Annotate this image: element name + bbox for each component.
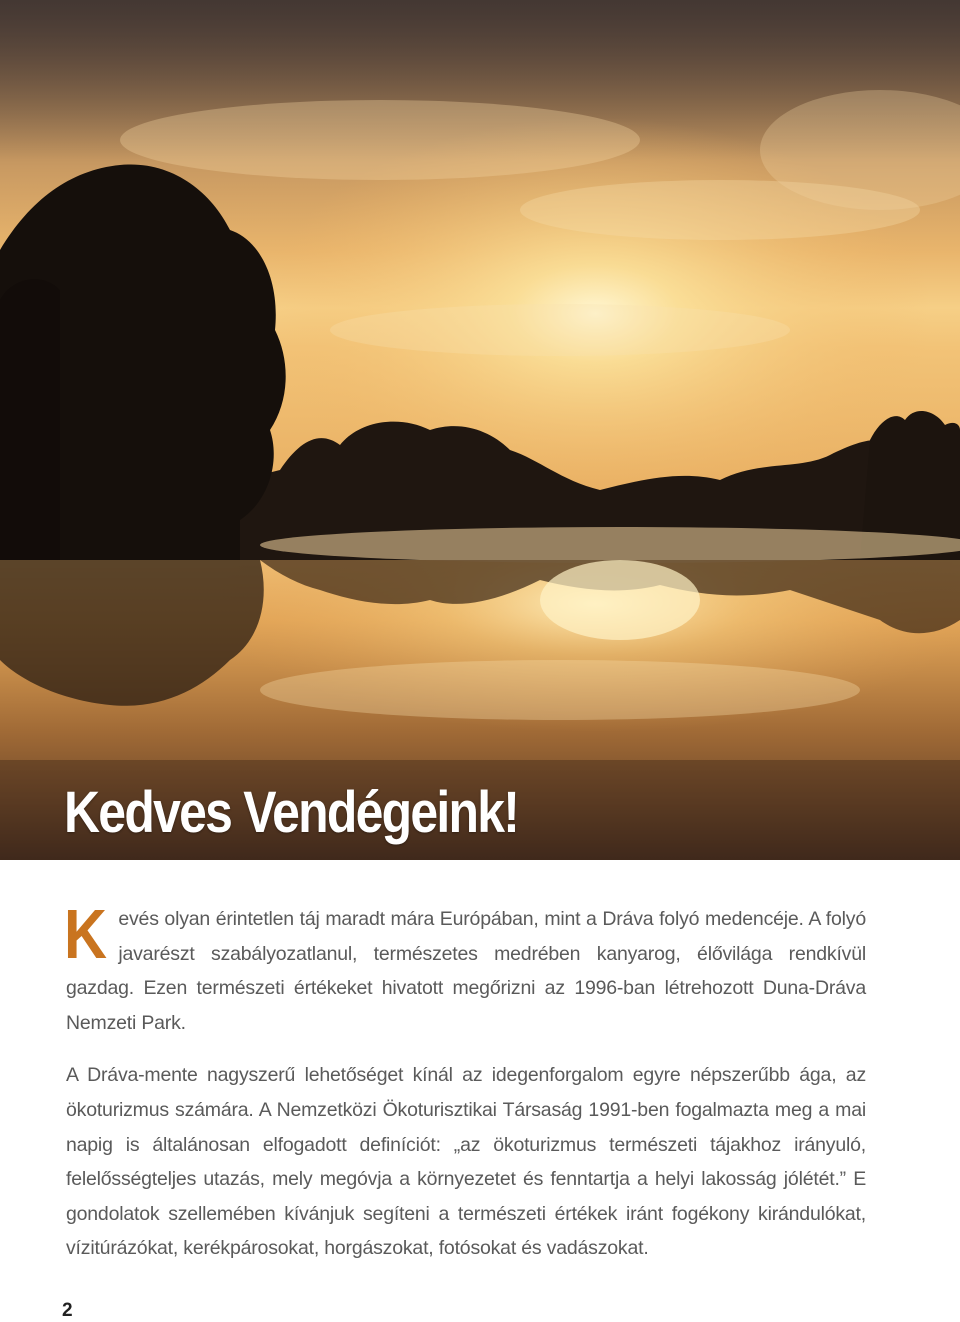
intro-text xyxy=(64,895,866,1266)
paragraph-1-text: evés olyan érintetlen táj maradt mára Európában, mint a Dráva folyó medencéje. A folyó javarészt szabályozatlanul, természetes medrében kanyarog, élővilága rendkívül gazdag. Ezen természeti értékeket hivatott megőrizni az 1996-ban létrehozott Duna-Dráva Nemzeti Park. xyxy=(66,908,866,1034)
drop-cap: K xyxy=(64,895,107,973)
paragraph-1 xyxy=(64,895,866,1040)
divider xyxy=(0,860,960,878)
page-number: 2 xyxy=(62,1300,73,1321)
page-title: Kedves Vendégeink! xyxy=(64,780,519,845)
paragraph-2: A Dráva-mente nagyszerű lehetőséget kínál az idegenforgalom egyre népszerűbb ága, az ökoturizmus számára. A Nemzetközi Ökoturisztikai Társaság 1991-ben fogalmazta meg a mai napig is általánosan elfogadott definíciót: „az ökoturizmus természeti tájakhoz irányuló, felelősségteljes utazás, mely megóvja a környezetet és fenntartja a helyi lakosság jólétét.” E gondolatok szellemében kívánjuk segíteni a természeti értékek iránt fogékony kirándulókat, vízitúrázókat, kerékpárosokat, horgászokat, fotósokat és vadászokat. xyxy=(66,1064,866,1260)
